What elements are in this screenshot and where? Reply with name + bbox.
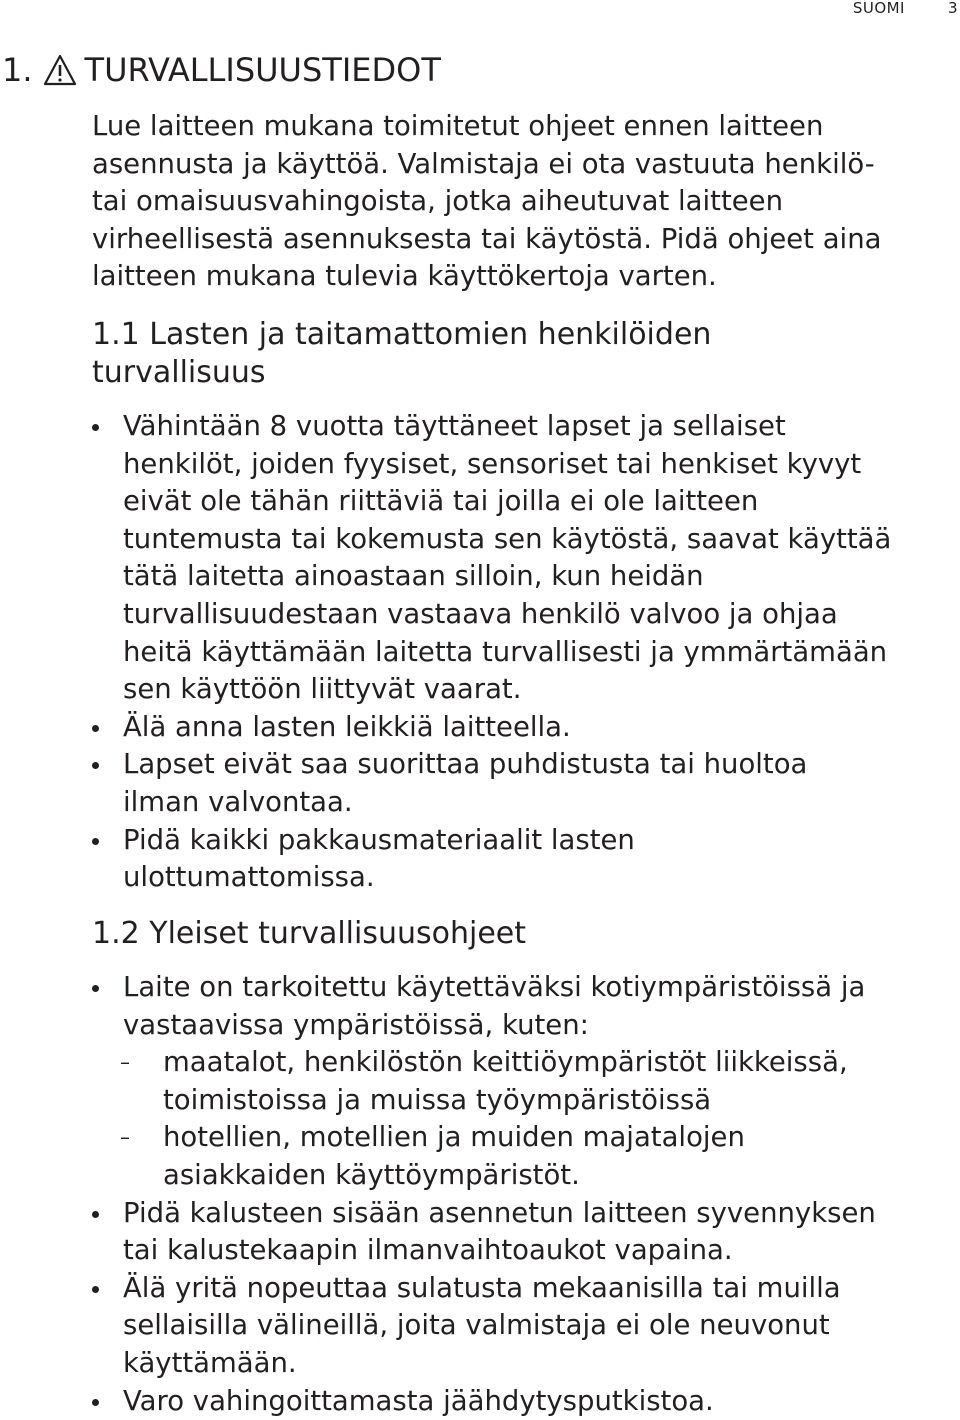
list-item-line: Varo vahingoittamasta jäähdytysputkistoa.: [123, 1384, 714, 1417]
chapter-title: [2, 50, 441, 90]
section-1-2-list: [0, 969, 960, 1420]
list-item: [0, 408, 960, 709]
list-item-line: turvallisuudestaan vastaava henkilö valvoo ja ohjaa: [123, 597, 838, 630]
list-item-line: ulottumattomissa.: [123, 861, 375, 894]
list-item-line: ilman valvontaa.: [123, 785, 353, 818]
list-item-line: Älä yritä nopeuttaa sulatusta mekaanisilla tai muilla: [123, 1271, 841, 1304]
sub-list-item: [120, 1119, 960, 1194]
list-item-line: sen käyttöön liittyvät vaarat.: [123, 673, 522, 706]
sub-list-item: [120, 1044, 960, 1119]
bullet-icon: [92, 424, 99, 431]
sub-list-item-line: toimistoissa ja muissa työympäristöissä: [163, 1083, 712, 1116]
list-item-line: Pidä kaikki pakkausmateriaalit lasten: [123, 823, 635, 856]
list-item-line: Älä anna lasten leikkiä laitteella.: [123, 710, 571, 743]
sub-list-item-line: asiakkaiden käyttöympäristöt.: [163, 1158, 580, 1191]
bullet-icon: [92, 838, 99, 845]
bullet-icon: [92, 725, 99, 732]
list-item-line: Pidä kalusteen sisään asennetun laitteen syvennyksen: [123, 1196, 876, 1229]
bullet-icon: [92, 985, 99, 992]
intro-paragraph: [92, 108, 932, 296]
list-item-line: käyttämään.: [123, 1346, 297, 1379]
list-item-line: heitä käyttämään laitetta turvallisesti ja ymmärtämään: [123, 635, 888, 668]
dash-icon: –: [120, 1125, 130, 1150]
intro-line: asennusta ja käyttöä. Valmistaja ei ota vastuuta henkilö-: [92, 147, 875, 180]
intro-line: virheellisestä asennuksesta tai käytöstä. Pidä ohjeet aina: [92, 222, 882, 255]
bullet-icon: [92, 1286, 99, 1293]
list-item-line: tai kalustekaapin ilmanvaihtoaukot vapaina.: [123, 1234, 733, 1267]
list-item: [0, 822, 960, 897]
bullet-icon: [92, 1211, 99, 1218]
warning-triangle-icon: [43, 54, 77, 86]
dash-icon: –: [120, 1050, 130, 1075]
section-1-2-title: 1.2 Yleiset turvallisuusohjeet: [92, 916, 527, 951]
section-1-1-title: [92, 316, 711, 392]
list-item-line: vastaavissa ympäristöissä, kuten:: [123, 1008, 589, 1041]
header-language: SUOMI: [852, 0, 905, 17]
list-item-line: Laite on tarkoitettu käytettäväksi kotiympäristöissä ja: [123, 971, 866, 1003]
bullet-icon: [92, 762, 99, 769]
list-item-line: sellaisilla välineillä, joita valmistaja ei ole neuvonut: [123, 1309, 830, 1342]
list-item: [0, 1383, 960, 1420]
list-item: [0, 969, 960, 1195]
intro-line: Lue laitteen mukana toimitetut ohjeet ennen laitteen: [92, 110, 824, 142]
section-title-line: turvallisuus: [92, 355, 266, 390]
sub-list-item-line: maatalot, henkilöstön keittiöympäristöt liikkeissä,: [163, 1046, 848, 1079]
list-item-line: tätä laitetta ainoastaan silloin, kun heidän: [123, 560, 704, 593]
chapter-heading-text: TURVALLISUUSTIEDOT: [84, 51, 441, 89]
list-item: [0, 1270, 960, 1383]
chapter-number: 1.: [2, 51, 33, 89]
page-number: 3: [947, 0, 958, 17]
intro-line: laitteen mukana tulevia käyttökertoja varten.: [92, 260, 717, 293]
list-item-line: Vähintään 8 vuotta täyttäneet lapset ja sellaiset: [123, 410, 786, 442]
list-item: [0, 709, 960, 747]
bullet-icon: [92, 1399, 99, 1406]
section-title-line: 1.1 Lasten ja taitamattomien henkilöiden: [92, 317, 712, 352]
list-item: [0, 1195, 960, 1270]
list-item-line: henkilöt, joiden fyysiset, sensoriset tai henkiset kyvyt: [123, 447, 862, 480]
section-1-1-list: [0, 408, 960, 897]
sub-list-item-line: hotellien, motellien ja muiden majatalojen: [163, 1121, 745, 1154]
list-item-line: Lapset eivät saa suorittaa puhdistusta tai huoltoa: [123, 748, 808, 781]
list-item-line: eivät ole tähän riittäviä tai joilla ei ole laitteen: [123, 485, 759, 518]
intro-line: tai omaisuusvahingoista, jotka aiheutuvat laitteen: [92, 185, 784, 218]
sub-list: [120, 1044, 960, 1194]
list-item-line: tuntemusta tai kokemusta sen käytöstä, saavat käyttää: [123, 522, 892, 555]
list-item: [0, 746, 960, 821]
